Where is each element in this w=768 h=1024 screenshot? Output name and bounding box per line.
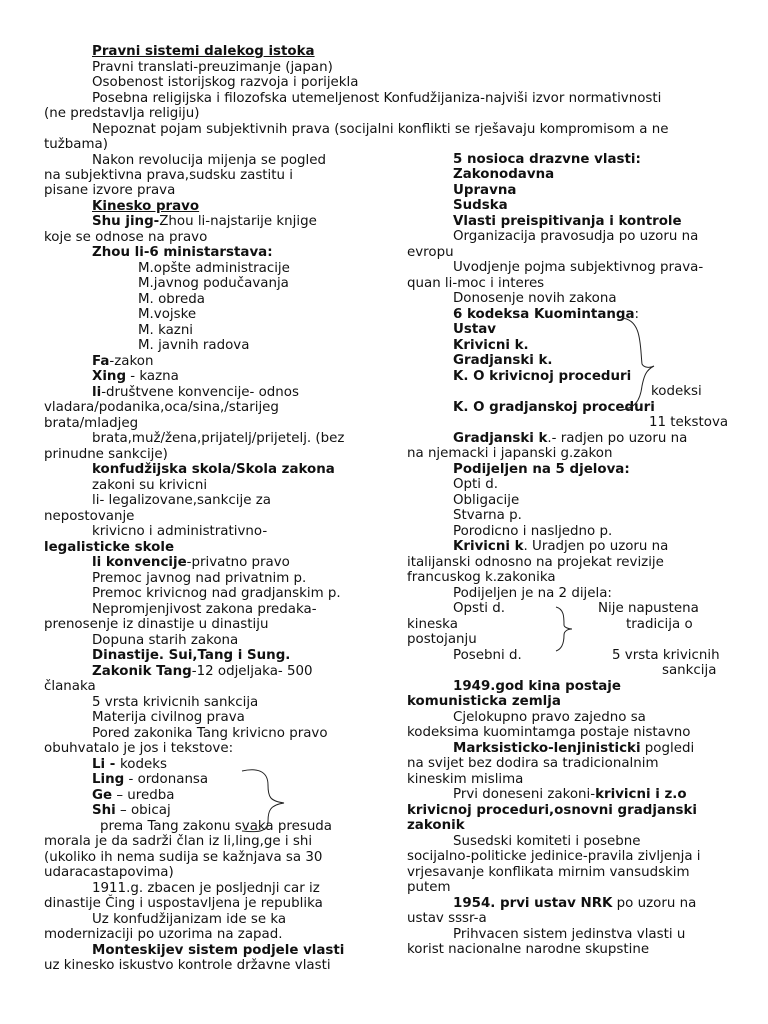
right-line xyxy=(453,431,687,447)
left-line xyxy=(44,896,323,912)
left-text-segment: M.vojske xyxy=(138,307,197,322)
left-text-segment: (ukoliko ih nema sudija se kažnjava sa 30 xyxy=(44,850,323,865)
brace-tekstovi xyxy=(238,765,288,835)
left-text-segment: prinudne sankcije) xyxy=(44,447,168,462)
left-text-segment: li xyxy=(92,385,102,400)
left-line xyxy=(44,958,331,974)
right-line xyxy=(453,834,640,850)
left-text-segment: članaka xyxy=(44,679,96,694)
right-line xyxy=(453,508,522,524)
left-line xyxy=(92,881,320,897)
left-line xyxy=(138,276,289,292)
left-text-segment: obuhvatalo je jos i tekstove: xyxy=(44,741,234,756)
left-text-segment: Materija civilnog prava xyxy=(92,710,245,725)
left-text-segment: M. javnih radova xyxy=(138,338,250,353)
right-text-segment: . Uradjen po uzoru na xyxy=(523,539,669,554)
left-text-segment: na subjektivna prava,sudsku zastitu i xyxy=(44,168,293,183)
left-text-segment: zakoni su krivicni xyxy=(92,478,208,493)
right-line xyxy=(453,601,505,617)
right-text-segment: Gradjanski k xyxy=(453,431,548,446)
right-text-segment: .- radjen po uzoru na xyxy=(547,431,688,446)
right-text-segment: Susedski komiteti i posebne xyxy=(453,834,641,849)
right-text-segment: Porodicno i nasljedno p. xyxy=(453,524,613,539)
left-line xyxy=(100,819,332,835)
right-text-segment: sankcija xyxy=(662,663,717,678)
right-text-segment: 6 kodeksa Kuomintanga xyxy=(453,307,635,322)
left-line xyxy=(44,183,175,199)
left-text-segment: morala je da sadrži član iz li,ling,ge i shi xyxy=(44,834,313,849)
left-text-segment: Kinesko pravo xyxy=(92,199,200,214)
right-line xyxy=(407,570,556,586)
left-text-segment: Zhou li-6 ministarstava: xyxy=(92,245,273,260)
left-text-segment: Li - xyxy=(92,757,121,772)
left-line xyxy=(92,214,317,230)
left-line xyxy=(138,261,290,277)
left-text-segment: M.javnog podučavanja xyxy=(138,276,289,291)
left-line xyxy=(44,540,174,556)
left-text-segment: M. kazni xyxy=(138,323,194,338)
right-text-segment: Uvodjenje pojma subjektivnog prava- xyxy=(453,260,704,275)
left-line xyxy=(92,524,267,540)
left-text-segment: -privatno pravo xyxy=(186,555,290,570)
right-text-segment: quan li-moc i interes xyxy=(407,276,545,291)
left-line xyxy=(92,586,341,602)
left-text-segment: Zakonik Tang xyxy=(92,664,192,679)
right-line xyxy=(407,632,477,648)
left-text-segment: prenosenje iz dinastije u dinastiju xyxy=(44,617,269,632)
right-line xyxy=(407,446,613,462)
right-text-segment: vrjesavanje konflikata mirnim vansudskim xyxy=(407,865,690,880)
left-text-segment: Shi xyxy=(92,803,116,818)
left-text-segment: (ne predstavlja religiju) xyxy=(44,106,200,121)
right-line xyxy=(453,307,639,323)
right-text-segment: Ustav xyxy=(453,322,497,337)
left-line xyxy=(92,772,208,788)
right-text-segment: pogledi xyxy=(640,741,695,756)
right-text-segment: Cjelokupno pravo zajedno sa xyxy=(453,710,646,725)
right-text-segment: Prvi doneseni zakoni- xyxy=(453,787,596,802)
left-text-segment: 5 vrsta krivicnih sankcija xyxy=(92,695,259,710)
left-line xyxy=(44,447,168,463)
left-text-segment: Monteskijev sistem podjele vlasti xyxy=(92,943,345,958)
right-line xyxy=(453,586,612,602)
left-text-segment: kodeks xyxy=(120,757,167,772)
right-text-segment: Podijeljen na 5 djelova: xyxy=(453,462,630,477)
right-text-segment: Opsti d. xyxy=(453,601,505,616)
right-text-segment: 5 vrsta krivicnih xyxy=(612,648,720,663)
left-text-segment: - ordonansa xyxy=(124,772,209,787)
right-text-segment: K. O gradjanskoj proceduri xyxy=(453,400,655,415)
right-line xyxy=(453,493,519,509)
left-line xyxy=(92,726,328,742)
right-text-segment: korist nacionalne narodne skupstine xyxy=(407,942,650,957)
right-line xyxy=(612,648,720,664)
left-text-segment: Fa xyxy=(92,354,110,369)
right-line xyxy=(649,415,728,431)
left-text-segment: legalisticke skole xyxy=(44,540,175,555)
left-line xyxy=(44,416,138,432)
right-line xyxy=(407,245,454,261)
right-text-segment: Gradjanski k. xyxy=(453,353,553,368)
right-line xyxy=(407,865,690,881)
left-line xyxy=(92,44,315,60)
right-line xyxy=(662,663,716,679)
right-line xyxy=(453,353,553,369)
left-text-segment: M.opšte administracije xyxy=(138,261,290,276)
right-line xyxy=(453,679,621,695)
right-text-segment: kodeksi xyxy=(651,384,702,399)
right-line xyxy=(407,942,649,958)
left-text-segment: tužbama) xyxy=(44,137,108,152)
left-text-segment: Pored zakonika Tang krivicno pravo xyxy=(92,726,328,741)
right-line xyxy=(453,896,696,912)
left-text-segment: – uredba xyxy=(112,788,175,803)
right-line xyxy=(407,756,659,772)
right-text-segment: Organizacija pravosudja po uzoru na xyxy=(453,229,699,244)
left-line xyxy=(92,431,344,447)
right-text-segment: Donosenje novih zakona xyxy=(453,291,617,306)
left-line xyxy=(92,153,326,169)
right-text-segment: italijanski odnosno na projekat revizije xyxy=(407,555,664,570)
left-text-segment: li konvencije xyxy=(92,555,187,570)
brace-kodeksi xyxy=(620,316,660,412)
left-line xyxy=(44,865,174,881)
right-text-segment: postojanju xyxy=(407,632,477,647)
left-line xyxy=(44,106,199,122)
left-text-segment: modernizaciji po uzorima na zapad. xyxy=(44,927,283,942)
left-text-segment: Ge xyxy=(92,788,113,803)
right-line xyxy=(626,617,693,633)
left-line xyxy=(44,509,134,525)
right-text-segment: socijalno-politicke jedinice-pravila zivljenja i xyxy=(407,849,701,864)
right-text-segment: Stvarna p. xyxy=(453,508,522,523)
left-line xyxy=(44,230,207,246)
left-line xyxy=(92,912,286,928)
right-text-segment: zakonik xyxy=(407,818,465,833)
left-line xyxy=(92,943,344,959)
left-text-segment: brata,muž/žena,prijatelj/prijetelj. (bez xyxy=(92,431,345,446)
right-text-segment: Sudska xyxy=(453,198,508,213)
right-line xyxy=(453,183,516,199)
right-text-segment: Podijeljen je na 2 dijela: xyxy=(453,586,612,601)
left-text-segment: Dopuna starih zakona xyxy=(92,633,239,648)
right-text-segment: kineska xyxy=(407,617,458,632)
right-text-segment: Nije napustena xyxy=(598,601,699,616)
left-text-segment: Premoc krivicnog nad gradjanskim p. xyxy=(92,586,341,601)
left-text-segment: li- legalizovane,sankcije za xyxy=(92,493,271,508)
left-text-segment: koje se odnose na pravo xyxy=(44,230,208,245)
left-text-segment: Zhou li-najstarije knjige xyxy=(159,214,317,229)
right-text-segment: K. O krivicnoj proceduri xyxy=(453,369,632,384)
left-line xyxy=(92,633,238,649)
right-line xyxy=(407,276,544,292)
right-text-segment: putem xyxy=(407,880,451,895)
left-line xyxy=(92,60,333,76)
right-text-segment: 1954. prvi ustav NRK xyxy=(453,896,613,911)
right-text-segment: tradicija o xyxy=(626,617,693,632)
left-text-segment: Osobenost istorijskog razvoja i porijekla xyxy=(92,75,359,90)
right-line xyxy=(407,880,451,896)
right-line xyxy=(453,291,617,307)
left-line xyxy=(92,571,306,587)
right-line xyxy=(407,555,664,571)
right-text-segment: krivicni i z.o xyxy=(595,787,687,802)
left-line xyxy=(92,648,290,664)
left-line xyxy=(92,245,273,261)
right-line xyxy=(453,214,682,230)
right-line xyxy=(407,694,561,710)
left-line xyxy=(92,385,299,401)
right-text-segment: 1949.god kina postaje xyxy=(453,679,621,694)
left-line xyxy=(92,75,358,91)
right-text-segment: komunisticka zemlja xyxy=(407,694,561,709)
left-text-segment: Ling xyxy=(92,772,125,787)
left-line xyxy=(92,354,153,370)
left-text-segment: vladara/podanika,oca/sina,/starijeg xyxy=(44,400,279,415)
left-line xyxy=(92,555,290,571)
left-line xyxy=(92,710,245,726)
right-text-segment: po uzoru na xyxy=(612,896,697,911)
left-text-segment: Posebna religijska i filozofska utemeljenost Konfudžijaniza-najviši izvor normativnosti xyxy=(92,91,662,106)
left-text-segment: - kazna xyxy=(126,369,179,384)
right-line xyxy=(453,710,646,726)
left-line xyxy=(44,927,283,943)
left-line xyxy=(138,292,205,308)
right-line xyxy=(453,648,522,664)
left-line xyxy=(138,338,249,354)
right-line xyxy=(598,601,699,617)
right-line xyxy=(407,725,691,741)
right-text-segment: Krivicni k. xyxy=(453,338,529,353)
left-text-segment: konfudžijska skola/Skola zakona xyxy=(92,462,335,477)
left-line xyxy=(138,323,193,339)
right-text-segment: Opti d. xyxy=(453,477,499,492)
left-text-segment: Dinastije. Sui,Tang i Sung. xyxy=(92,648,291,663)
right-line xyxy=(407,911,487,927)
left-text-segment: Shu jing- xyxy=(92,214,160,229)
left-text-segment: M. obreda xyxy=(138,292,205,307)
right-text-segment: francuskog k.zakonika xyxy=(407,570,556,585)
right-text-segment: Krivicni k xyxy=(453,539,524,554)
left-line xyxy=(44,137,108,153)
left-text-segment: -društvene konvencije- odnos xyxy=(101,385,299,400)
right-text-segment: 5 nosioca drazvne vlasti: xyxy=(453,152,641,167)
left-text-segment: dinastije Čing i uspostavljena je republika xyxy=(44,896,323,911)
right-line xyxy=(453,477,498,493)
left-line xyxy=(44,168,293,184)
right-line xyxy=(453,322,496,338)
right-text-segment: Upravna xyxy=(453,183,517,198)
left-line xyxy=(44,850,322,866)
left-line xyxy=(44,741,233,757)
left-text-segment: udaracastapovima) xyxy=(44,865,174,880)
right-text-segment: 11 tekstova xyxy=(649,415,729,430)
left-text-segment: -12 odjeljaka- 500 xyxy=(191,664,313,679)
right-line xyxy=(453,167,554,183)
right-text-segment: Marksisticko-lenjinisticki xyxy=(453,741,641,756)
right-line xyxy=(453,462,630,478)
left-line xyxy=(44,834,312,850)
left-text-segment: Nakon revolucija mijenja se pogled xyxy=(92,153,326,168)
left-text-segment: -zakon xyxy=(109,354,154,369)
right-text-segment: Prihvacen sistem jedinstva vlasti u xyxy=(453,927,686,942)
left-text-segment: uz kinesko iskustvo kontrole državne vlasti xyxy=(44,958,331,973)
left-line xyxy=(92,369,179,385)
left-line xyxy=(92,602,317,618)
left-text-segment: Xing xyxy=(92,369,127,384)
left-text-segment: brata/mladjeg xyxy=(44,416,139,431)
left-text-segment: nepostovanje xyxy=(44,509,135,524)
left-text-segment: Uz konfudžijanizam ide se ka xyxy=(92,912,287,927)
left-text-segment: – obicaj xyxy=(115,803,171,818)
right-line xyxy=(453,229,698,245)
left-text-segment: Premoc javnog nad privatnim p. xyxy=(92,571,307,586)
right-line xyxy=(453,260,703,276)
brace-krivicni-dijelovi xyxy=(554,605,576,653)
left-line xyxy=(92,803,171,819)
right-line xyxy=(407,772,523,788)
right-text-segment: kodeksima kuomintamga postaje nistavno xyxy=(407,725,691,740)
left-text-segment: 1911.g. zbacen je posljednji car iz xyxy=(92,881,320,896)
right-line xyxy=(407,818,465,834)
right-text-segment: ustav sssr-a xyxy=(407,911,487,926)
left-line xyxy=(92,122,668,138)
left-line xyxy=(92,462,335,478)
right-line xyxy=(453,787,687,803)
right-text-segment: Vlasti preispitivanja i kontrole xyxy=(453,214,682,229)
left-text-segment: prema Tang zakonu svaka presuda xyxy=(100,819,333,834)
left-line xyxy=(44,617,268,633)
right-line xyxy=(407,803,697,819)
right-line xyxy=(453,152,641,168)
right-line xyxy=(453,927,685,943)
left-line xyxy=(138,307,196,323)
left-line xyxy=(44,400,279,416)
right-line xyxy=(453,539,668,555)
left-line xyxy=(92,788,174,804)
right-text-segment: na njemacki i japanski g.zakon xyxy=(407,446,613,461)
right-line xyxy=(453,198,508,214)
right-line xyxy=(453,524,612,540)
right-line xyxy=(407,617,458,633)
right-text-segment: na svijet bez dodira sa tradicionalnim xyxy=(407,756,659,771)
left-line xyxy=(92,664,313,680)
left-text-segment: Pravni translati-preuzimanje (japan) xyxy=(92,60,333,75)
right-text-segment: : xyxy=(634,307,640,322)
left-text-segment: krivicno i administrativno- xyxy=(92,524,268,539)
left-text-segment: pisane izvore prava xyxy=(44,183,176,198)
left-text-segment: Pravni sistemi dalekog istoka xyxy=(92,44,315,59)
right-line xyxy=(453,741,694,757)
right-line xyxy=(453,369,631,385)
left-line xyxy=(92,199,199,215)
right-text-segment: evropu xyxy=(407,245,454,260)
left-line xyxy=(92,695,258,711)
right-text-segment: Posebni d. xyxy=(453,648,522,663)
left-text-segment: Nepoznat pojam subjektivnih prava (socijalni konflikti se rješavaju kompromisom a ne xyxy=(92,122,669,137)
right-line xyxy=(407,849,701,865)
left-text-segment: Nepromjenjivost zakona predaka- xyxy=(92,602,317,617)
right-text-segment: Zakonodavna xyxy=(453,167,555,182)
right-text-segment: kineskim mislima xyxy=(407,772,524,787)
right-text-segment: krivicnoj proceduri,osnovni gradjanski xyxy=(407,803,697,818)
left-line xyxy=(92,478,207,494)
left-line xyxy=(92,493,271,509)
left-line xyxy=(92,757,167,773)
left-line xyxy=(44,679,96,695)
left-line xyxy=(92,91,661,107)
right-line xyxy=(453,338,529,354)
right-text-segment: Obligacije xyxy=(453,493,520,508)
